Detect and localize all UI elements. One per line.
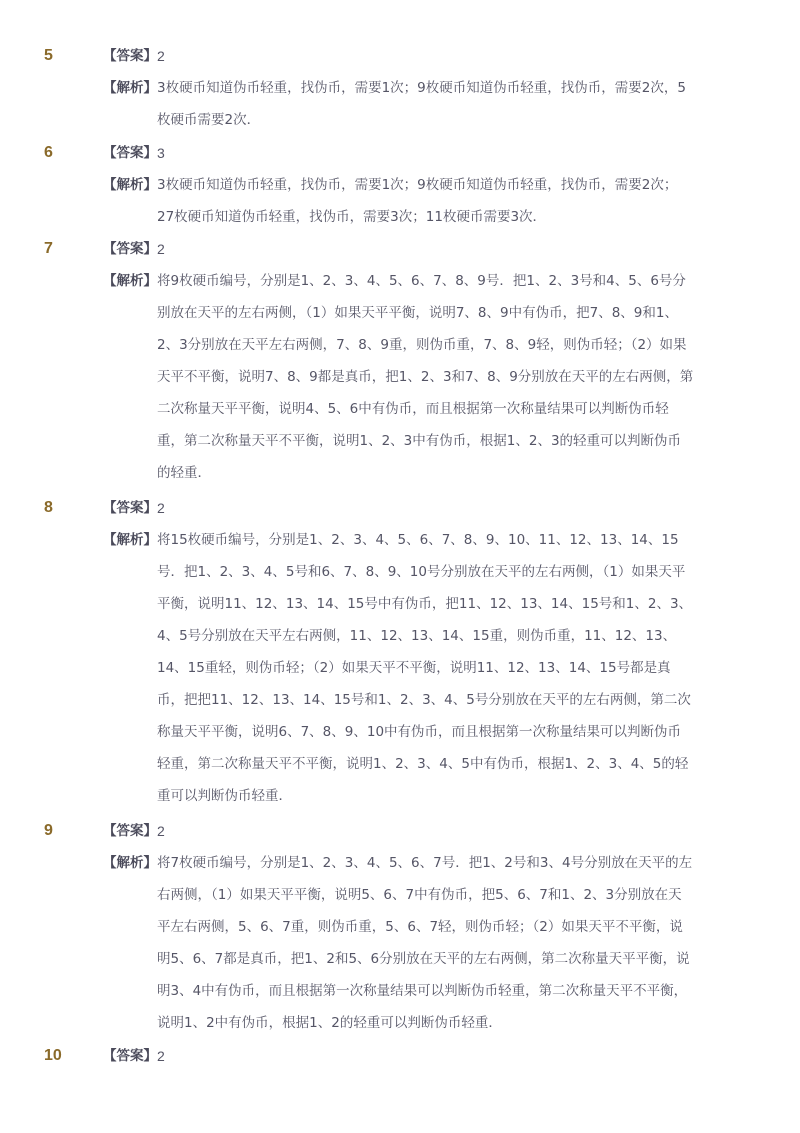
analysis-line: 说明1、2中有伪币，根据1、2的轻重可以判断伪币轻重．: [157, 1015, 502, 1031]
analysis-line: 2、3分别放在天平左右两侧，7、8、9重，则伪币重，7、8、9轻，则伪币轻；（2）如果: [157, 337, 687, 353]
analysis-text: [157, 169, 719, 233]
analysis-label: 【解析】: [103, 80, 157, 96]
analysis-line: 的轻重．: [157, 465, 211, 481]
analysis-line: 将7枚硬币编号，分别是1、2、3、4、5、6、7号．把1、2号和3、4号分别放在天平的左: [157, 855, 693, 871]
answer-value: 3: [157, 145, 165, 161]
answer-label: 【答案】: [103, 48, 157, 64]
answer-value: 2: [157, 48, 165, 64]
analysis-text: [157, 847, 719, 1039]
analysis-line: 二次称量天平平衡，说明4、5、6中有伪币，而且根据第一次称量结果可以判断伪币轻: [157, 401, 669, 417]
answer-label: 【答案】: [103, 1048, 157, 1064]
answer-value: 2: [157, 500, 165, 516]
analysis-line: 枚硬币需要2次．: [157, 112, 261, 128]
analysis-label: 【解析】: [103, 177, 157, 193]
analysis-line: 号．把1、2、3、4、5号和6、7、8、9、10号分别放在天平的左右两侧，（1）如果天平: [157, 564, 686, 580]
analysis-line: 将9枚硬币编号，分别是1、2、3、4、5、6、7、8、9号．把1、2、3号和4、5、6号分: [157, 273, 686, 289]
answer-value: 2: [157, 241, 165, 257]
analysis-line: 称量天平平衡，说明6、7、8、9、10中有伪币，而且根据第一次称量结果可以判断伪币: [157, 724, 682, 740]
analysis-label: 【解析】: [103, 855, 157, 871]
analysis-line: 重，第二次称量天平不平衡，说明1、2、3中有伪币，根据1、2、3的轻重可以判断伪币: [157, 433, 682, 449]
question-number: 9: [44, 822, 53, 839]
answer-label: 【答案】: [103, 500, 157, 516]
question-number: 5: [44, 47, 53, 64]
analysis-line: 14、15重轻，则伪币轻；（2）如果天平不平衡，说明11、12、13、14、15号都是真: [157, 660, 671, 676]
analysis-label: 【解析】: [103, 273, 157, 289]
answer-value: 2: [157, 1048, 165, 1064]
analysis-line: 27枚硬币知道伪币轻重，找伪币，需要3次；11枚硬币需要3次．: [157, 209, 547, 225]
answer-value: 2: [157, 823, 165, 839]
answer-label: 【答案】: [103, 241, 157, 257]
question-number: 6: [44, 144, 53, 161]
answer-label: 【答案】: [103, 823, 157, 839]
analysis-line: 4、5号分别放在天平左右两侧，11、12、13、14、15重，则伪币重，11、12、13、: [157, 628, 677, 644]
analysis-line: 3枚硬币知道伪币轻重，找伪币，需要1次；9枚硬币知道伪币轻重，找伪币，需要2次，5: [157, 80, 686, 96]
analysis-line: 右两侧，（1）如果天平平衡，说明5、6、7中有伪币，把5、6、7和1、2、3分别放在天: [157, 887, 682, 903]
analysis-line: 平左右两侧，5、6、7重，则伪币重，5、6、7轻，则伪币轻；（2）如果天平不平衡，说: [157, 919, 683, 935]
analysis-line: 别放在天平的左右两侧，（1）如果天平平衡，说明7、8、9中有伪币，把7、8、9和1、: [157, 305, 678, 321]
analysis-line: 天平不平衡，说明7、8、9都是真币，把1、2、3和7、8、9分别放在天平的左右两侧，第: [157, 369, 694, 385]
question-number: 7: [44, 240, 53, 257]
analysis-line: 将15枚硬币编号，分别是1、2、3、4、5、6、7、8、9、10、11、12、13、14、15: [157, 532, 679, 548]
question-number: 10: [44, 1047, 62, 1064]
analysis-line: 币，把把11、12、13、14、15号和1、2、3、4、5号分别放在天平的左右两侧，第二次: [157, 692, 691, 708]
analysis-text: [157, 524, 719, 812]
question-number: 8: [44, 499, 53, 516]
analysis-line: 明3、4中有伪币，而且根据第一次称量结果可以判断伪币轻重，第二次称量天平不平衡，: [157, 983, 688, 999]
analysis-line: 轻重，第二次称量天平不平衡，说明1、2、3、4、5中有伪币，根据1、2、3、4、5的轻: [157, 756, 689, 772]
analysis-line: 明5、6、7都是真币，把1、2和5、6分别放在天平的左右两侧，第二次称量天平平衡，说: [157, 951, 690, 967]
analysis-text: [157, 72, 719, 136]
analysis-line: 重可以判断伪币轻重．: [157, 788, 292, 804]
analysis-text: [157, 265, 719, 489]
analysis-line: 3枚硬币知道伪币轻重，找伪币，需要1次；9枚硬币知道伪币轻重，找伪币，需要2次；: [157, 177, 678, 193]
answer-label: 【答案】: [103, 145, 157, 161]
analysis-label: 【解析】: [103, 532, 157, 548]
analysis-line: 平衡，说明11、12、13、14、15号中有伪币，把11、12、13、14、15号和1、2、3、: [157, 596, 693, 612]
